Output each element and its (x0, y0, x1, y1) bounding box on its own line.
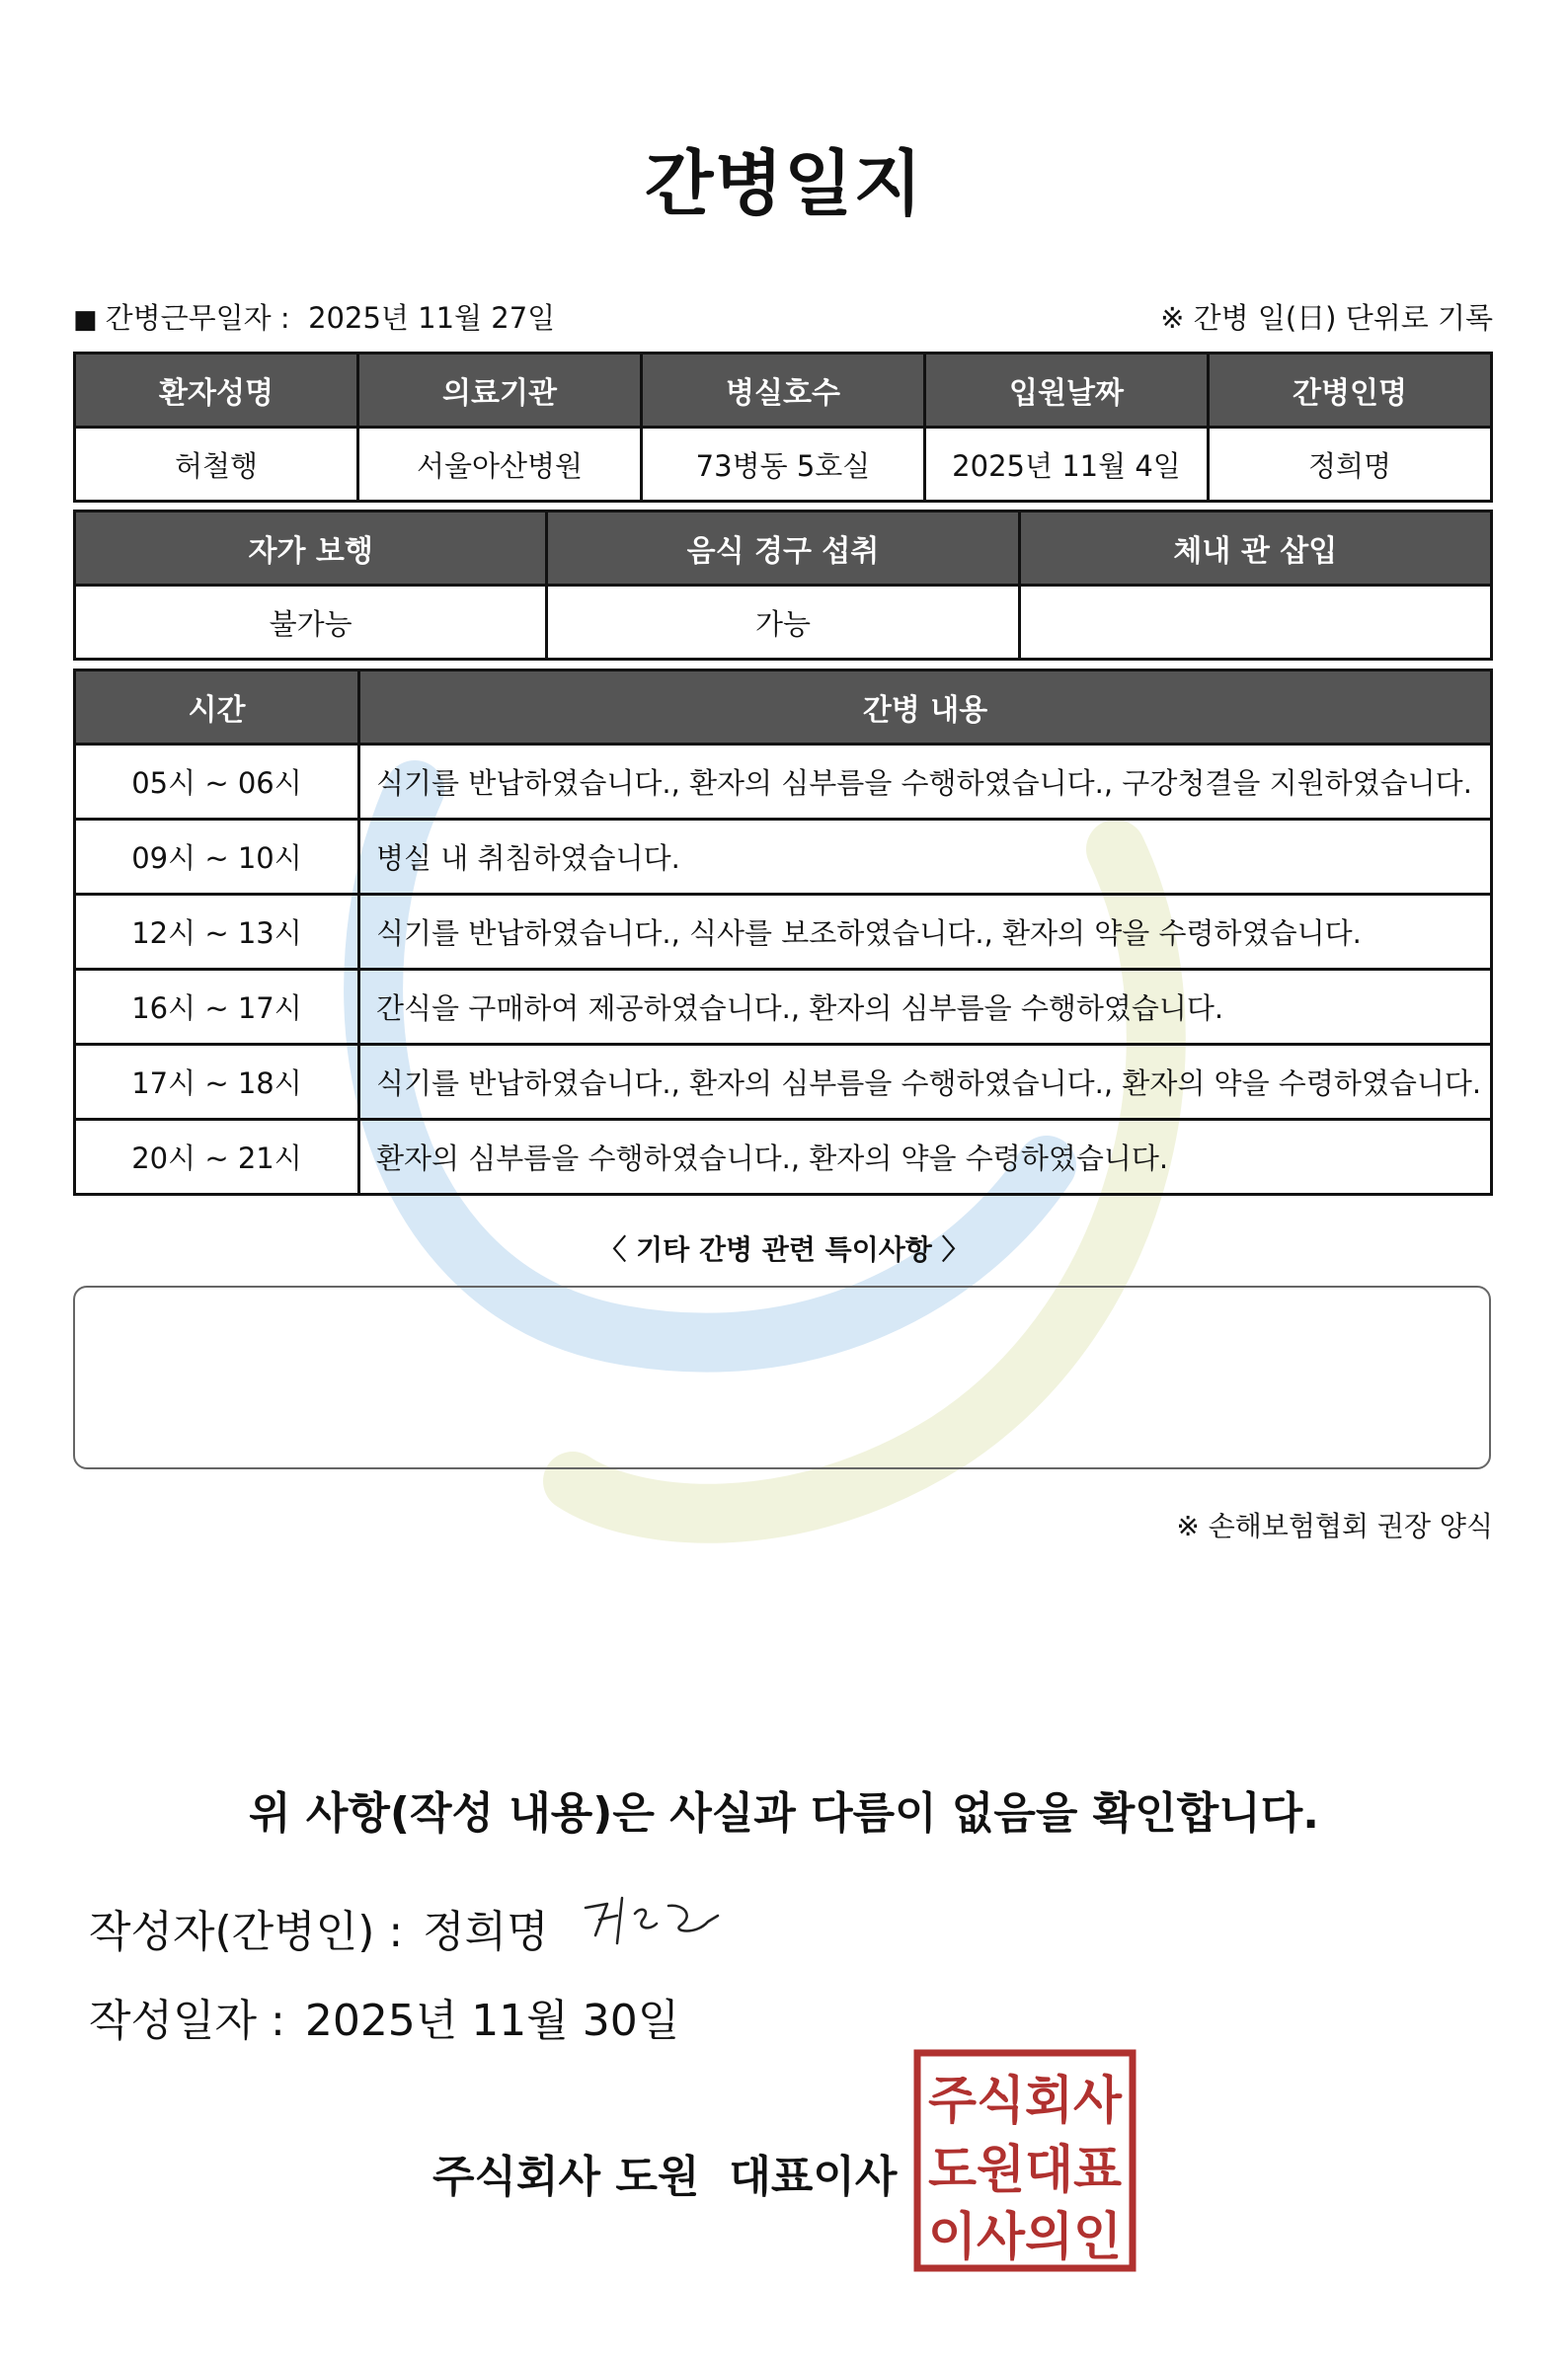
ceo-title: 대표이사 (729, 2152, 898, 2202)
time-cell: 12시 ~ 13시 (75, 895, 359, 970)
content-cell: 환자의 심부름을 수행하였습니다., 환자의 약을 수령하였습니다. (359, 1120, 1492, 1195)
header-hospital: 의료기관 (358, 354, 642, 428)
hospital: 서울아산병원 (358, 428, 642, 502)
seal-line-3: 이사의인 (928, 2208, 1122, 2267)
remarks-box (73, 1286, 1491, 1469)
remarks-title: 〈 기타 간병 관련 특이사항 〉 (598, 1233, 970, 1266)
header-tube-insertion: 체내 관 삽입 (1019, 512, 1491, 586)
handwritten-signature (578, 1886, 736, 1955)
header-oral-intake: 음식 경구 섭취 (547, 512, 1019, 586)
tube-insertion-status (1019, 586, 1491, 660)
table-row (75, 745, 1492, 820)
table-row (75, 895, 1492, 970)
content-cell: 식기를 반납하였습니다., 식사를 보조하였습니다., 환자의 약을 수령하였습니다. (359, 895, 1492, 970)
company-name: 주식회사 도원 (432, 2152, 700, 2202)
time-cell: 17시 ~ 18시 (75, 1045, 359, 1120)
admission-date: 2025년 11월 4일 (925, 428, 1209, 502)
header-walking: 자가 보행 (75, 512, 547, 586)
time-cell: 20시 ~ 21시 (75, 1120, 359, 1195)
oral-intake-status: 가능 (547, 586, 1019, 660)
header-time: 시간 (75, 670, 359, 745)
patient-status-table (73, 510, 1493, 661)
form-source-note: ※ 손해보험협회 권장 양식 (1176, 1510, 1493, 1542)
care-log-table (73, 669, 1493, 1196)
company-signatory (432, 2141, 897, 2204)
seal-line-2: 도원대표 (928, 2141, 1122, 2200)
header-room: 병실호수 (642, 354, 925, 428)
document-title: 간병일지 (644, 142, 924, 225)
work-date-label: 간병근무일자 : (105, 301, 290, 335)
patient-name: 허철행 (75, 428, 358, 502)
confirmation-statement: 위 사항(작성 내용)은 사실과 다름이 없음을 확인합니다. (249, 1788, 1319, 1839)
room-number: 73병동 5호실 (642, 428, 925, 502)
content-cell: 간식을 구매하여 제공하였습니다., 환자의 심부름을 수행하였습니다. (359, 970, 1492, 1045)
content-cell: 식기를 반납하였습니다., 환자의 심부름을 수행하였습니다., 구강청결을 지원하였습니다. (359, 745, 1492, 820)
content-cell: 병실 내 취침하였습니다. (359, 820, 1492, 895)
table-row (75, 1120, 1492, 1195)
seal-line-1: 주식회사 (928, 2072, 1123, 2131)
written-date-value: 2025년 11월 30일 (304, 1996, 680, 2046)
content-cell: 식기를 반납하였습니다., 환자의 심부름을 수행하였습니다., 환자의 약을 수령하였습니다. (359, 1045, 1492, 1120)
square-bullet-icon: ■ (73, 305, 98, 335)
writer-row (89, 1896, 549, 1959)
written-date-row (89, 1985, 679, 2048)
table-row (75, 1045, 1492, 1120)
time-cell: 05시 ~ 06시 (75, 745, 359, 820)
time-cell: 16시 ~ 17시 (75, 970, 359, 1045)
work-date (73, 296, 555, 337)
time-cell: 09시 ~ 10시 (75, 820, 359, 895)
written-date-label: 작성일자 : (89, 1996, 285, 2046)
table-row (75, 820, 1492, 895)
walking-status: 불가능 (75, 586, 547, 660)
header-patient-name: 환자성명 (75, 354, 358, 428)
work-date-value: 2025년 11월 27일 (308, 301, 556, 335)
table-row (75, 970, 1492, 1045)
header-caregiver: 간병인명 (1209, 354, 1492, 428)
company-seal-stamp (913, 2049, 1137, 2272)
writer-name: 정희명 (423, 1907, 549, 1957)
daily-record-note: ※ 간병 일(日) 단위로 기록 (1160, 301, 1493, 335)
caregiver-name: 정희명 (1209, 428, 1492, 502)
patient-info-table (73, 352, 1493, 503)
header-admission-date: 입원날짜 (925, 354, 1209, 428)
writer-label: 작성자(간병인) : (89, 1907, 404, 1957)
header-care-content: 간병 내용 (359, 670, 1492, 745)
